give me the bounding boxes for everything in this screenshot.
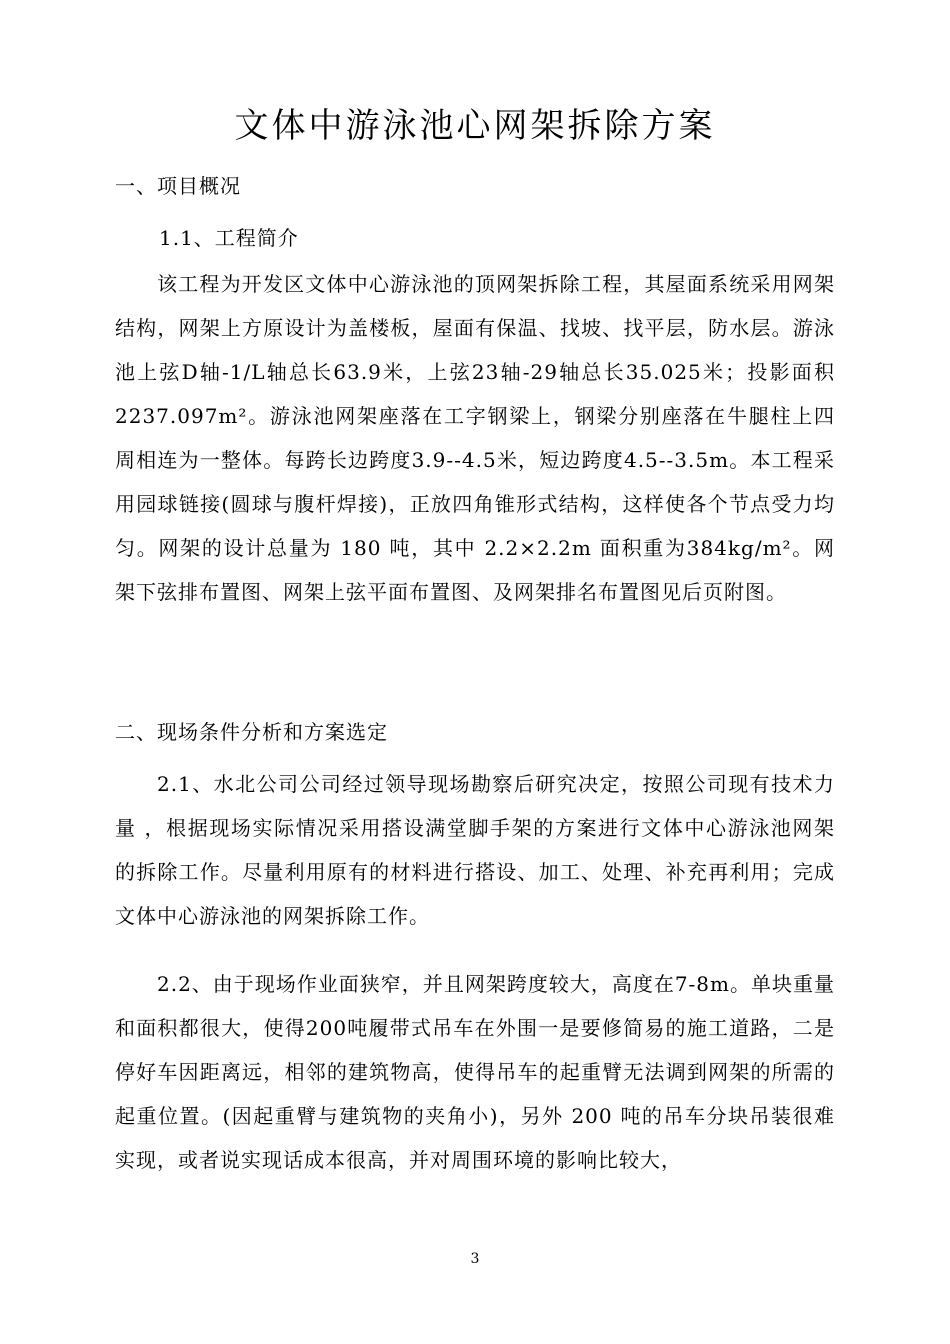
section-heading-project-overview: 一、项目概况 <box>115 174 241 198</box>
sub-heading-project-intro: 1.1、工程简介 <box>159 226 299 250</box>
paragraph-2-1: 2.1、水北公司公司经过领导现场勘察后研究决定，按照公司现有技术力量 ，根据现场实际情况采用搭设满堂脚手架的方案进行文体中心游泳池网架的拆除工作。尽量利用原有的材料进行搭设、加工、处理、补充再利用；完成文体中心游泳池的网架拆除工作。 <box>115 772 835 928</box>
paragraph-2-2: 2.2、由于现场作业面狭窄，并且网架跨度较大，高度在7-8m。单块重量和面积都很大，使得200吨履带式吊车在外围一是要修简易的施工道路，二是停好车因距离远，相邻的建筑物高，使得吊车的起重臂无法调到网架的所需的起重位置。(因起重臂与建筑物的夹角小)，另外 200 吨的吊车分块吊装很难实现，或者说实现话成本很高，并对周围环境的影响比较大， <box>115 972 835 1172</box>
document-title: 文体中游泳池心网架拆除方案 <box>234 106 716 146</box>
paragraph-project-intro: 该工程为开发区文体中心游泳池的顶网架拆除工程，其屋面系统采用网架结构，网架上方原设计为盖楼板，屋面有保温、找坡、找平层，防水层。游泳池上弦D轴-1/L轴总长63.9米，上弦23轴-29轴总长35.025米；投影面积 2237.097m²。游泳池网架座落在工字钢梁上，钢梁分别座落在牛腿柱上四周相连为一整体。每跨长边跨度3.9--4.5米，短边跨度4.5--3.5m。本工程采用园球链接(圆球与腹杆焊接)，正放四角锥形式结构，这样使各个节点受力均匀。网架的设计总量为 180 吨，其中 2.2×2.2m 面积重为384kg/m²。网架下弦排布置图、网架上弦平面布置图、及网架排名布置图见后页附图。 <box>115 272 835 604</box>
section-heading-site-analysis: 二、现场条件分析和方案选定 <box>115 720 388 744</box>
page-number: 3 <box>470 1251 480 1267</box>
